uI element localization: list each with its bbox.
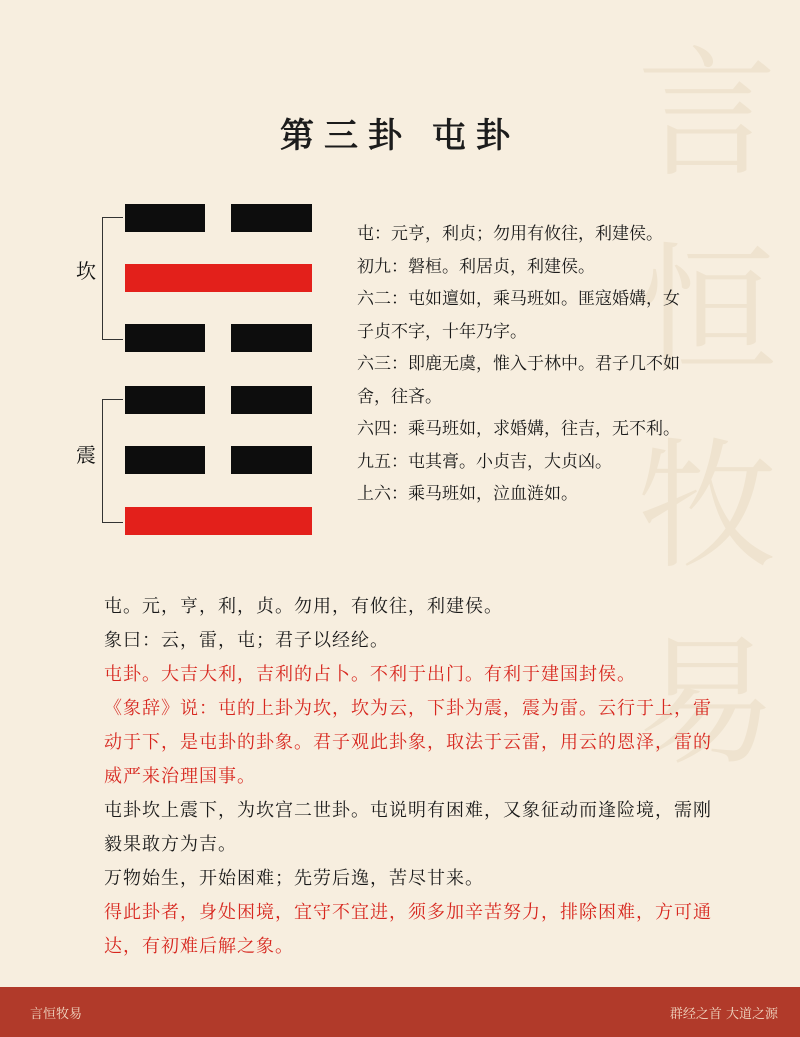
verse-line: 子贞不字，十年乃字。 [357, 321, 527, 342]
line-verses [357, 218, 717, 511]
hexagram-line-segment [125, 324, 205, 352]
verse-line: 初九：磐桓。利居贞，利建侯。 [357, 256, 595, 277]
watermark-char: 恒 [636, 230, 777, 393]
watermark-char: 言 [636, 34, 777, 197]
title-name: 屯卦 [432, 116, 520, 156]
footer-slogan: 群经之首 大道之源 [669, 1006, 778, 1022]
commentary-paragraph: 万物始生，开始困难；先劳后逸，苦尽甘来。 [104, 868, 484, 889]
hexagram-line-segment [125, 204, 205, 232]
hexagram-line-segment [231, 324, 312, 352]
commentary-paragraph: 《象辞》说：屯的上卦为坎，坎为云，下卦为震，震为雷。云行于上，雷动于下，是屯卦的卦象。君子观此卦象，取法于云雷，用云的恩泽，雷的威严来治理国事。 [104, 698, 712, 787]
hexagram-line-segment [125, 446, 205, 474]
commentary-paragraph: 屯卦。大吉大利，吉利的占卜。不利于出门。有利于建国封侯。 [104, 664, 636, 685]
verse-line: 六二：屯如邅如，乘马班如。匪寇婚媾，女 [357, 289, 680, 309]
verse-line: 舍，往吝。 [357, 386, 442, 407]
commentary [104, 590, 724, 964]
hexagram-line-segment [231, 386, 312, 414]
verse-line: 屯：元亨，利贞；勿用有攸往，利建侯。 [357, 224, 663, 244]
verse-line: 九五：屯其膏。小贞吉，大贞凶。 [357, 451, 612, 472]
hexagram-line-segment [125, 386, 205, 414]
title-number: 第三卦 [280, 116, 412, 156]
watermark-char: 易 [636, 622, 777, 785]
hexagram-line-solid [125, 264, 312, 292]
footer-bar [0, 987, 800, 1037]
verse-line: 上六：乘马班如，泣血涟如。 [357, 484, 578, 504]
commentary-paragraph: 屯。元，亨，利，贞。勿用，有攸往，利建侯。 [104, 596, 503, 617]
verse-line: 六四：乘马班如，求婚媾，往吉，无不利。 [357, 419, 680, 439]
footer-brand: 言恒牧易 [30, 1006, 83, 1022]
lower-trigram-bracket [102, 399, 123, 523]
upper-trigram-bracket [102, 217, 123, 340]
commentary-paragraph: 屯卦坎上震下，为坎宫二世卦。屯说明有困难，又象征动而逢险境，需刚毅果敢方为吉。 [104, 800, 712, 855]
lower-trigram-label: 震 [76, 443, 96, 467]
hexagram-line-segment [231, 204, 312, 232]
commentary-paragraph: 象曰：云，雷，屯；君子以经纶。 [104, 630, 389, 651]
hexagram-line-solid [125, 507, 312, 535]
hexagram-line-segment [231, 446, 312, 474]
verse-line: 六三：即鹿无虞，惟入于林中。君子几不如 [357, 354, 680, 374]
page-title [0, 108, 800, 157]
upper-trigram-label: 坎 [76, 259, 96, 283]
commentary-paragraph: 得此卦者，身处困境，宜守不宜进，须多加辛苦努力，排除困难，方可通达，有初难后解之象。 [104, 902, 712, 957]
watermark-char: 牧 [636, 426, 777, 589]
